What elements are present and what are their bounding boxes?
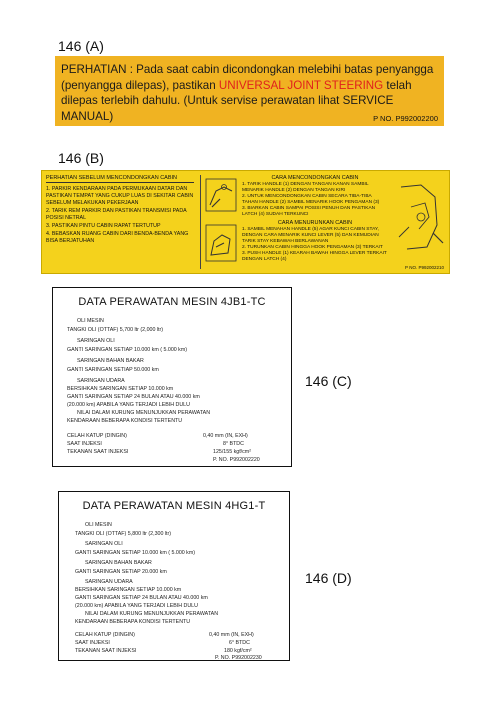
data-row: TANGKI OLI (OTTAF) 5,800 ltr (2,300 ltr) bbox=[75, 531, 172, 537]
data-row: (20.000 km) APABILA YANG TERJADI LEBIH DULU bbox=[75, 603, 198, 609]
data-row: SAAT INJEKSI bbox=[67, 441, 102, 447]
precaution-item: 3. PASTIKAN PINTU CABIN RAPAT TERTUTUP bbox=[46, 223, 161, 229]
data-row: NILAI DALAM KURUNG MENUNJUKKAN PERAWATAN bbox=[77, 410, 211, 416]
data-row: KENDARAAN BEBERAPA KONDISI TERTENTU bbox=[67, 418, 183, 424]
data-row: 0,40 mm (IN, EXH) bbox=[209, 632, 254, 638]
data-row: TEKANAN SAAT INJEKSI bbox=[75, 648, 137, 654]
warning-text-2: telah dilepas terlebih dahulu. (Untuk servise perawatan lihat SERVICE MANUAL) bbox=[61, 78, 412, 123]
data-row: SARINGAN OLI bbox=[85, 541, 123, 547]
data-row: 8° BTDC bbox=[223, 441, 244, 447]
lower-step: 1. SAMBIL MENAHAN HANDLE (5) AGAR KUNCI CABIN STAY, DENGAN CARA MENARIK KUNCI LEVER (5) DAN KEMUDIAN TARIK STAY KEBAWAH BERLAWANAN bbox=[242, 227, 379, 244]
data-row: GANTI SARINGAN SETIAP 20.000 km bbox=[75, 569, 167, 575]
data-row: OLI MESIN bbox=[85, 522, 112, 528]
lower-step: 3. PUSH HANDLE (1) KEARAH BAWAH HINGGA LEVER TERKAIT DENGAN LATCH (4) bbox=[242, 251, 387, 262]
data-row: BERSIHKAN SARINGAN SETIAP 10.000 km bbox=[75, 587, 182, 593]
data-row: P. NO. P992002220 bbox=[213, 457, 260, 463]
data-row: SARINGAN UDARA bbox=[85, 579, 133, 585]
data-row: 125/155 kgf/cm² bbox=[213, 449, 251, 455]
tilt-handle-illustration-icon bbox=[204, 177, 238, 213]
data-row: SARINGAN BAHAN BAKAR bbox=[85, 560, 152, 566]
data-row: GANTI SARINGAN SETIAP 24 BULAN ATAU 40.000 km bbox=[67, 394, 200, 400]
data-row: GANTI SARINGAN SETIAP 50.000 km bbox=[67, 367, 159, 373]
data-row: SARINGAN BAHAN BAKAR bbox=[77, 358, 144, 364]
precaution-item: 2. TARIK REM PARKIR DAN PASTIKAN TRANSMISI PADA POSISI NETRAL bbox=[46, 208, 187, 221]
maintenance-title: DATA PERAWATAN MESIN 4JB1-TC bbox=[78, 296, 266, 308]
tilt-procedure-title: CARA MENCONDONGKAN CABIN bbox=[271, 175, 359, 181]
precaution-column bbox=[46, 175, 194, 246]
data-row: TANGKI OLI (OTTAF) 5,700 ltr (2,000 ltr) bbox=[67, 327, 164, 333]
tilt-step: 1. TARIK HANDLE (1) DENGAN TANGAN KANAN SAMBIL MENARIK HANDLE (2) DENGAN TANGAN KIRI bbox=[242, 182, 369, 193]
data-row: KENDARAAN BEBERAPA KONDISI TERTENTU bbox=[75, 619, 191, 625]
data-row: SAAT INJEKSI bbox=[75, 640, 110, 646]
data-row: BERSIHKAN SARINGAN SETIAP 10.000 km bbox=[67, 386, 174, 392]
tilt-step: 2. UNTUK MENCONDONGKAN CABIN SECARA TIBA-TIBA TAHAN HANDLE (2) SAMBIL MENARIK HOOK PENGAMAN (3) bbox=[242, 194, 380, 205]
data-row: 180 kgf/cm² bbox=[224, 648, 252, 654]
data-row: 0,40 mm (IN, EXH) bbox=[203, 433, 248, 439]
data-row: GANTI SARINGAN SETIAP 24 BULAN ATAU 40.000 km bbox=[75, 595, 208, 601]
precaution-item: 4. BEBASKAN RUANG CABIN DARI BENDA-BENDA YANG BISA BERJATUHAN bbox=[46, 231, 189, 244]
section-label-d: 146 (D) bbox=[305, 570, 352, 586]
data-row: (20.000 km) APABILA YANG TERJADI LEBIH DULU bbox=[67, 402, 190, 408]
warning-text-red: UNIVERSAL JOINT STEERING bbox=[218, 78, 384, 92]
data-row: GANTI SARINGAN SETIAP 10.000 km ( 5.000 km) bbox=[67, 347, 188, 353]
data-row: NILAI DALAM KURUNG MENUNJUKKAN PERAWATAN bbox=[85, 611, 219, 617]
data-row: 6° BTDC bbox=[229, 640, 250, 646]
lower-step: 2. TURUNKAN CABIN HINGGA HOOK PENGAMAN (3) TERKAIT bbox=[242, 245, 383, 250]
data-row: TEKANAN SAAT INJEKSI bbox=[67, 449, 129, 455]
warning-text-1: PERHATIAN : Pada saat cabin dicondongkan melebihi batas penyangga (penyangga dilepas), pastikan bbox=[61, 63, 434, 92]
data-row: SARINGAN UDARA bbox=[77, 378, 125, 384]
lowering-illustration-icon bbox=[204, 223, 238, 263]
data-row: CELAH KATUP (DINGIN) bbox=[75, 632, 135, 638]
lower-procedure-title: CARA MENURUNKAN CABIN bbox=[277, 220, 353, 226]
maintenance-data-4hg1 bbox=[58, 491, 290, 661]
warning-label-a bbox=[55, 56, 444, 126]
data-row: SARINGAN OLI bbox=[77, 338, 115, 344]
section-label-c: 146 (C) bbox=[305, 373, 352, 389]
maintenance-data-4jb1 bbox=[52, 287, 292, 467]
cabin-mechanism-illustration-icon bbox=[391, 177, 447, 259]
precaution-item: 1. PARKIR KENDARAAN PADA PERMUKAAN DATAR DAN PASTIKAN TEMPAT YANG CUKUP LUAS DI SEKITAR CABIN SEBELUM MELAKUKAN PEKERJAAN bbox=[46, 186, 194, 206]
data-row: GANTI SARINGAN SETIAP 10.000 km ( 5.000 km) bbox=[75, 550, 196, 556]
column-divider bbox=[200, 175, 201, 269]
section-label-a: 146 (A) bbox=[58, 38, 104, 54]
instruction-label-b bbox=[41, 170, 450, 274]
data-row: P. NO. P992002230 bbox=[215, 655, 262, 661]
section-label-b: 146 (B) bbox=[58, 150, 104, 166]
tilt-step: 3. BIARKAN CABIN SAMPAI POSISI PENUH DAN PASTIKAN LATCH (4) SUDAH TERKUNCI bbox=[242, 206, 376, 217]
precaution-title: PERHATIAN SEBELUM MENCONDONGKAN CABIN bbox=[46, 175, 194, 183]
part-number: P NO. P992002210 bbox=[405, 265, 444, 270]
maintenance-title: DATA PERAWATAN MESIN 4HG1-T bbox=[82, 500, 266, 512]
part-number: P NO. P992002200 bbox=[373, 114, 438, 123]
data-row: OLI MESIN bbox=[77, 318, 104, 324]
procedure-column bbox=[242, 175, 388, 263]
data-row: CELAH KATUP (DINGIN) bbox=[67, 433, 127, 439]
